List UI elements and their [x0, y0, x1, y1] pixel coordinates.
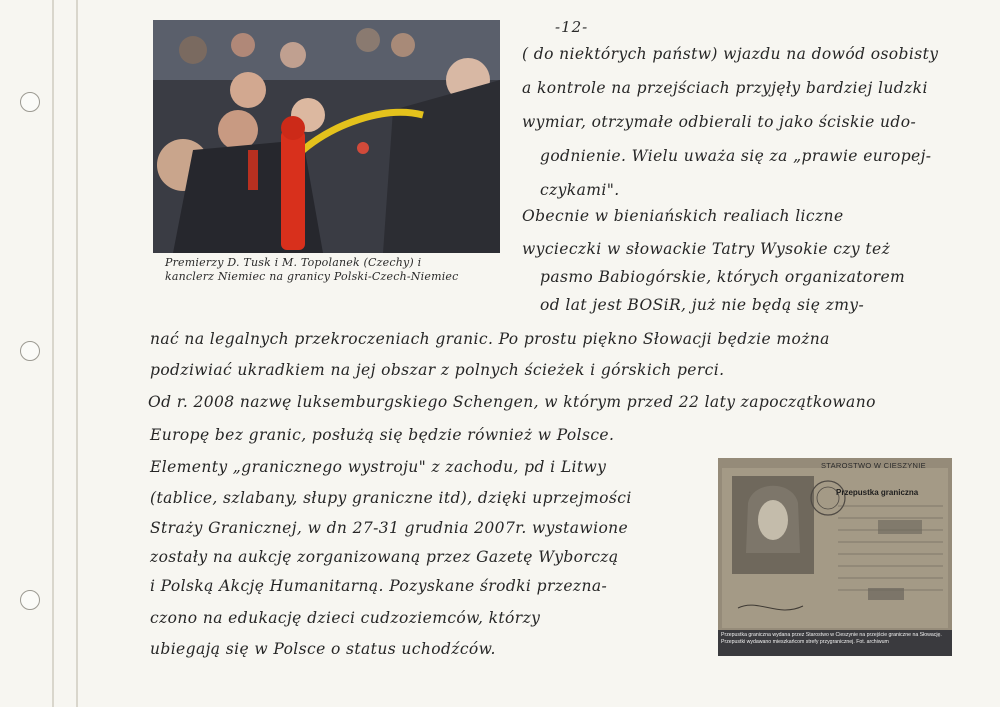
text-line: czykami". [540, 181, 620, 199]
text-line: wycieczki w słowackie Tatry Wysokie czy też [522, 240, 891, 258]
text-line: Straży Granicznej, w dn 27-31 grudnia 2007r. wystawione [150, 519, 629, 537]
binder-hole [20, 590, 40, 610]
photo-caption [165, 256, 525, 284]
caption-line: Premierzy D. Tusk i M. Topolanek (Czechy) i [165, 256, 422, 269]
binder-hole [20, 92, 40, 112]
border-pass-document [718, 458, 952, 656]
text-line: Elementy „granicznego wystroju" z zachodu, pd i Litwy [150, 458, 607, 476]
pass-caption: Przepustka graniczna wydana przez Starostwo w Cieszynie na przejście graniczne na Słowację. Przepustki wydawano mieszkańcom strefy przygranicznej. Fot. archiwum [718, 630, 952, 656]
photo-image [153, 20, 500, 253]
text-line: od lat jest BOSiR, już nie będą się zmy- [540, 296, 865, 314]
pass-office: STAROSTWO W CIESZYNIE [821, 461, 926, 470]
text-line: a kontrole na przejściach przyjęły bardziej ludzki [522, 79, 928, 97]
text-line: Europę bez granic, posłużą się będzie również w Polsce. [150, 426, 615, 444]
text-line: Od r. 2008 nazwę luksemburgskiego Schengen, w którym przed 22 laty zapoczątkowano [148, 393, 876, 411]
pass-title: Przepustka graniczna [836, 488, 919, 497]
text-line: podziwiać ukradkiem na jej obszar z polnych ścieżek i górskich perci. [150, 361, 725, 379]
page-number: -12- [555, 18, 589, 36]
margin-line [76, 0, 78, 707]
binder-hole [20, 341, 40, 361]
caption-line: kanclerz Niemiec na granicy Polski-Czech-Niemiec [165, 270, 459, 283]
text-line: godnienie. Wielu uważa się za „prawie europej- [540, 147, 932, 165]
text-line: czono na edukację dzieci cudzoziemców, którzy [150, 609, 541, 627]
text-line: ( do niektórych państw) wjazdu na dowód osobisty [522, 45, 939, 63]
text-line: nać na legalnych przekroczeniach granic. Po prostu piękno Słowacji będzie można [150, 330, 830, 348]
text-line: ubiegają się w Polsce o status uchodźców. [150, 640, 496, 658]
text-line: wymiar, otrzymałe odbierali to jako ściskie udo- [522, 113, 917, 131]
text-line: i Polską Akcję Humanitarną. Pozyskane środki przezna- [150, 577, 608, 595]
text-line: (tablice, szlabany, słupy graniczne itd), dzięki uprzejmości [150, 489, 632, 507]
text-line: Obecnie w bieniańskich realiach liczne [522, 207, 844, 225]
text-line: zostały na aukcję zorganizowaną przez Gazetę Wyborczą [150, 548, 619, 566]
margin-line [52, 0, 54, 707]
text-line: pasmo Babiogórskie, których organizatorem [540, 268, 906, 286]
press-photo [153, 20, 500, 253]
